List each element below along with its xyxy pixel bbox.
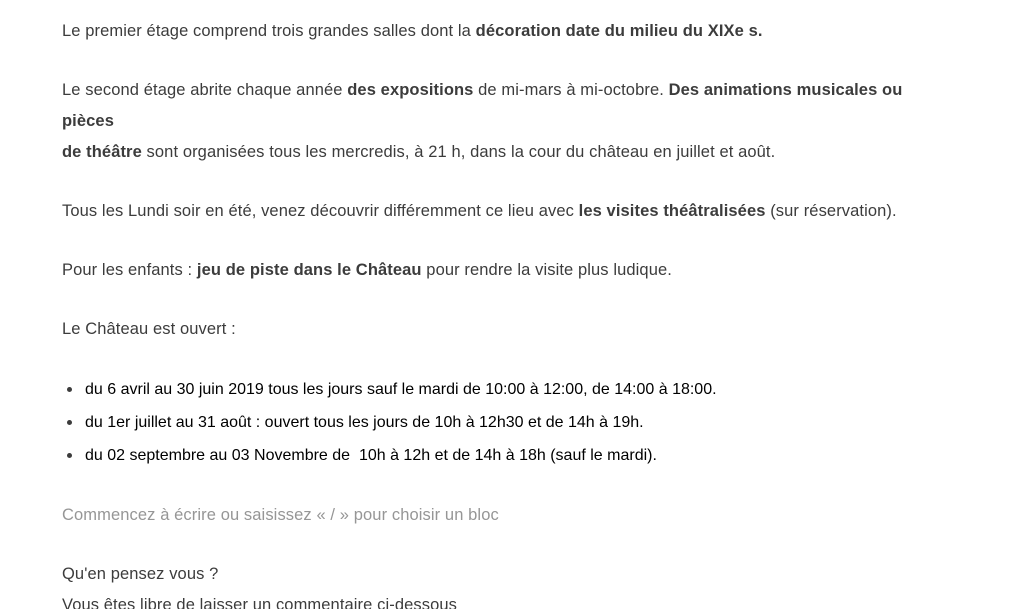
text-run: Tous les Lundi soir en été, venez découvrir différemment ce lieu avec [62, 202, 579, 220]
text-line [62, 314, 950, 345]
text-run: Qu'en pensez vous ? [62, 565, 219, 583]
bullet-icon [67, 387, 72, 392]
text-run: Le premier étage comprend trois grandes salles dont la [62, 22, 476, 40]
paragraph-block[interactable] [62, 255, 950, 286]
text-run: pour rendre la visite plus ludique. [421, 261, 672, 279]
list-block[interactable] [62, 373, 950, 472]
empty-block-placeholder[interactable]: Commencez à écrire ou saisissez « / » pour choisir un bloc [62, 506, 499, 524]
list-item-text: du 6 avril au 30 juin 2019 tous les jours sauf le mardi de 10:00 à 12:00, de 14:00 à 18:00. [85, 381, 717, 398]
paragraph-block[interactable] [62, 559, 950, 609]
bold-text-run: de théâtre [62, 143, 142, 161]
list-item[interactable] [62, 406, 950, 439]
bullet-icon [67, 420, 72, 425]
bold-text-run: Des animations musicales ou pièces [62, 81, 908, 130]
bold-text-run: les visites théâtralisées [578, 202, 766, 220]
paragraph-block[interactable] [62, 314, 950, 345]
paragraph-block[interactable] [62, 16, 950, 47]
text-line [62, 16, 950, 47]
text-run: Le second étage abrite chaque année [62, 81, 348, 99]
text-run: Pour les enfants : [62, 261, 197, 279]
text-run: (sur réservation). [765, 202, 897, 220]
list-item-text: du 1er juillet au 31 août : ouvert tous les jours de 10h à 12h30 et de 14h à 19h. [85, 414, 644, 431]
text-line [62, 255, 950, 286]
paragraph-block[interactable] [62, 196, 950, 227]
list-item-text: du 02 septembre au 03 Novembre de 10h à 12h et de 14h à 18h (sauf le mardi). [85, 447, 657, 464]
text-line [62, 590, 950, 609]
bold-text-run: jeu de piste dans le Château [196, 261, 422, 279]
list-item[interactable] [62, 439, 950, 472]
text-run: de mi-mars à mi-octobre. [473, 81, 669, 99]
text-line [62, 196, 950, 227]
bold-text-run: des expositions [347, 81, 474, 99]
text-line [62, 559, 950, 590]
list-item[interactable] [62, 373, 950, 406]
bullet-icon [67, 453, 72, 458]
text-run: Vous êtes libre de laisser un commentaire ci-dessous [62, 596, 457, 609]
text-line [62, 137, 950, 168]
text-run: Le Château est ouvert : [62, 320, 236, 338]
text-run: sont organisées tous les mercredis, à 21 h, dans la cour du château en juillet et août. [141, 143, 776, 161]
paragraph-block[interactable] [62, 75, 950, 168]
text-line [62, 75, 950, 137]
bold-text-run: décoration date du milieu du XIXe s. [475, 22, 763, 40]
